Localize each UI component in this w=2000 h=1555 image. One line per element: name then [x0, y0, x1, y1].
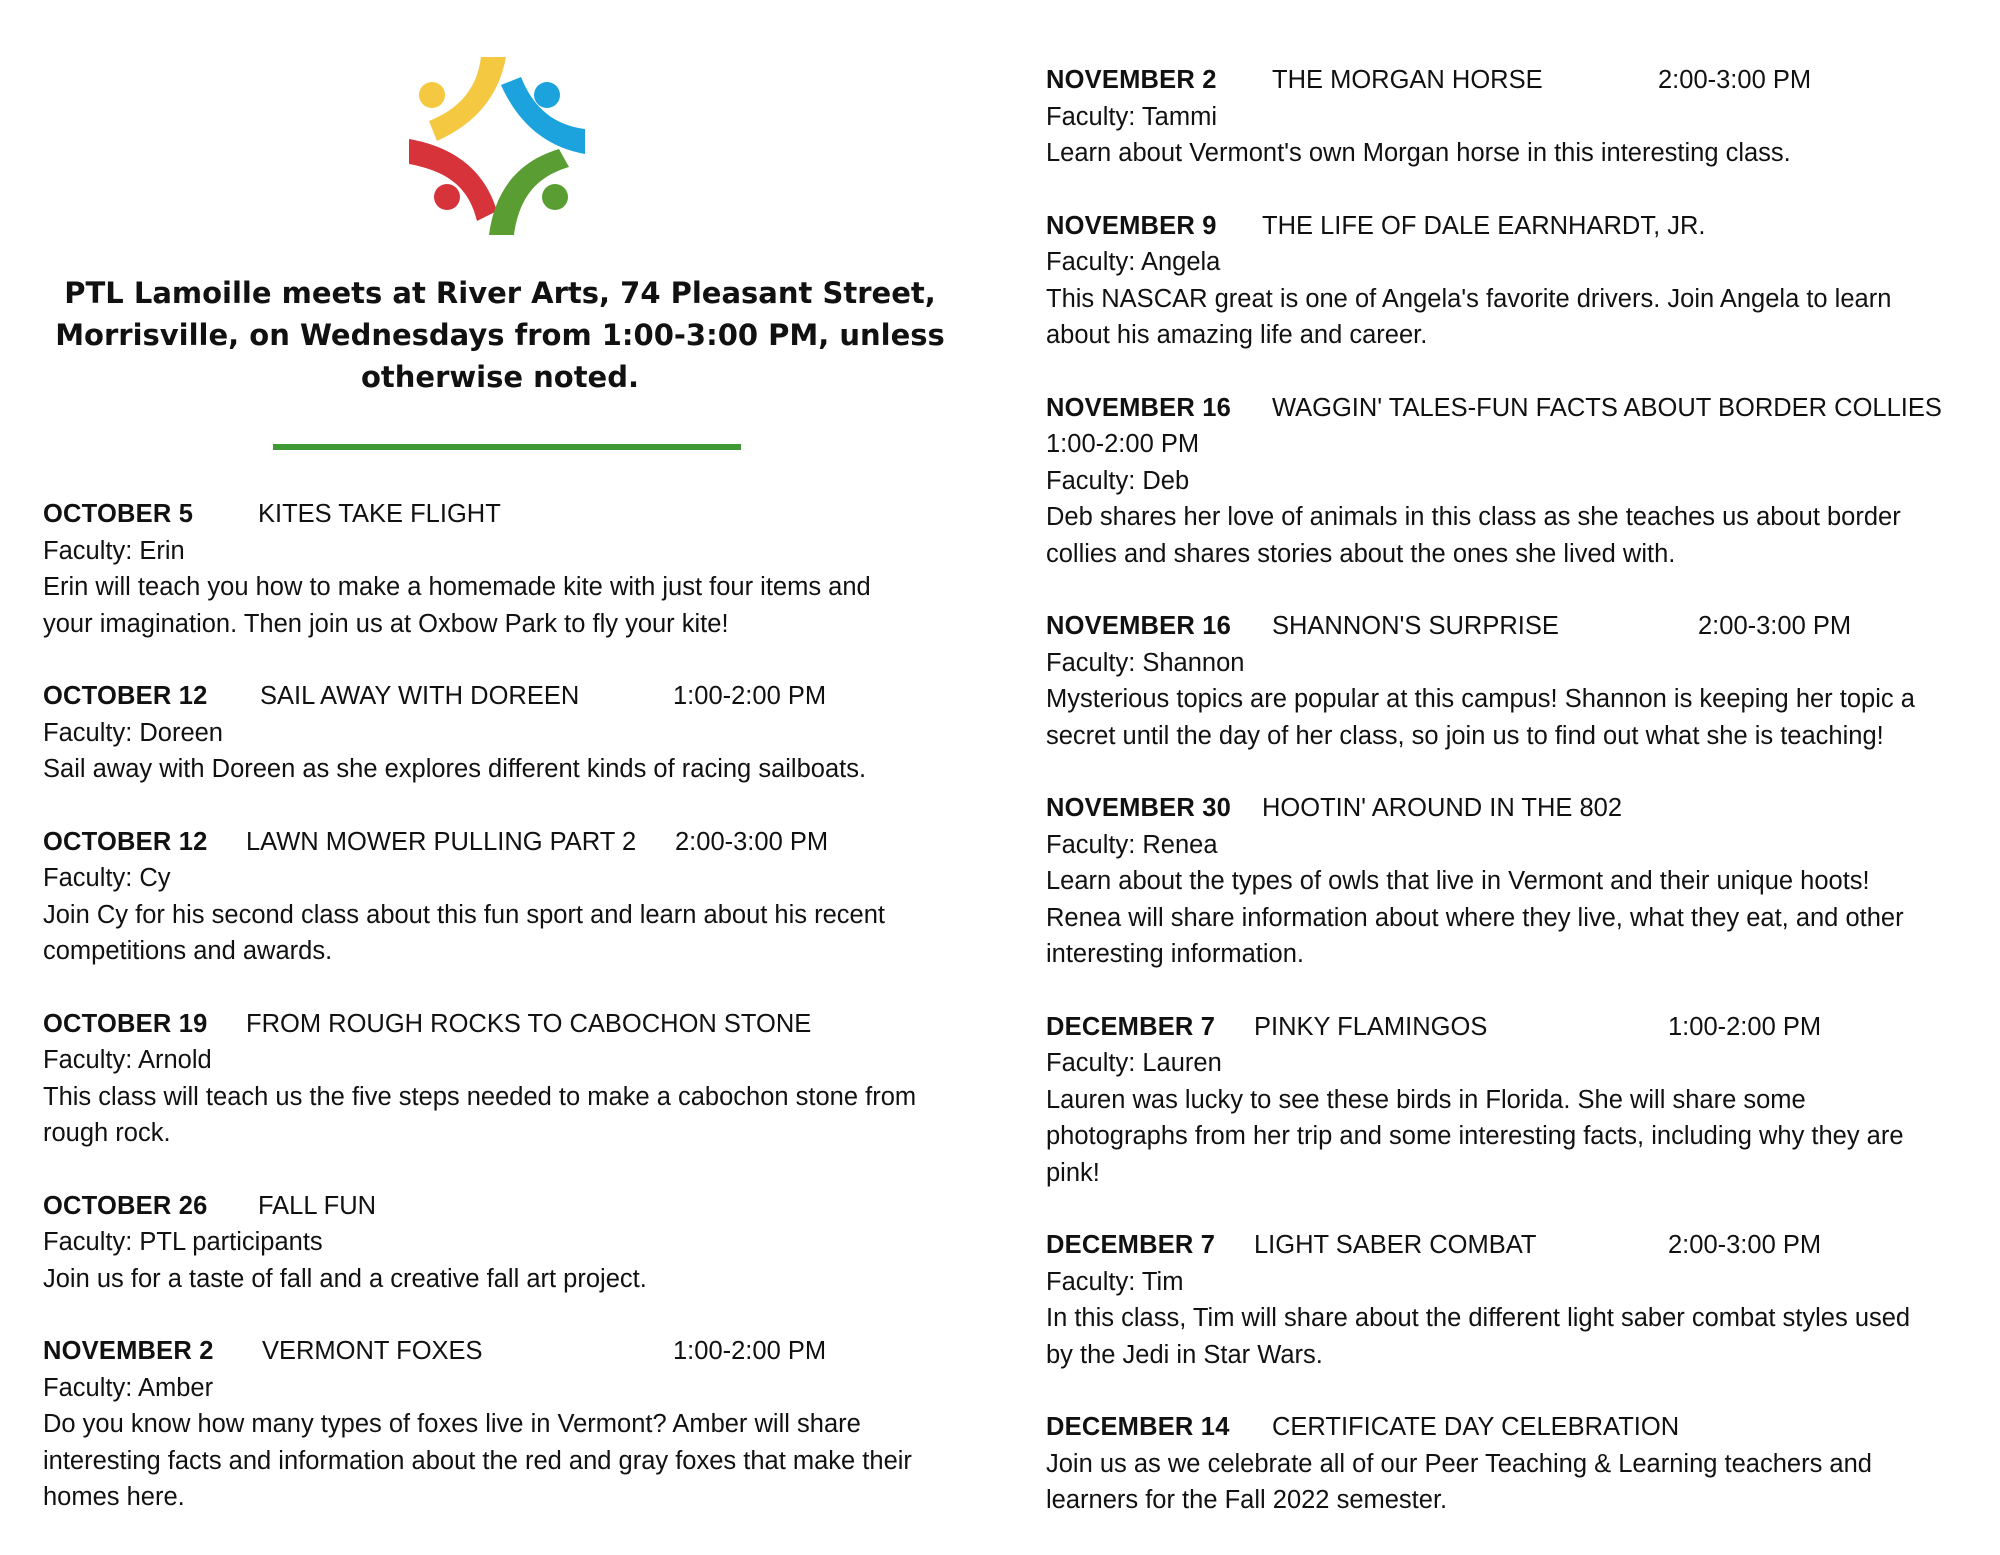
event-heading — [1046, 208, 2000, 245]
event-date: OCTOBER 19 — [43, 1009, 208, 1038]
event-description-line: competitions and awards. — [43, 937, 333, 965]
logo-figure-green — [489, 149, 569, 235]
event-title: FROM ROUGH ROCKS TO CABOCHON STONE — [246, 1009, 812, 1038]
event-item — [43, 824, 1003, 970]
event-description-line: interesting facts and information about the red and gray foxes that make their — [43, 1446, 912, 1475]
event-date: NOVEMBER 9 — [1046, 211, 1217, 240]
logo-figure-blue — [501, 77, 585, 154]
event-date: DECEMBER 14 — [1046, 1413, 1230, 1441]
event-heading — [43, 678, 1003, 715]
event-heading — [43, 1188, 1003, 1225]
header-line: Morrisville, on Wednesdays from 1:00-3:00 PM, unless — [55, 318, 945, 352]
event-item — [1046, 208, 2000, 354]
event-description-line: Join Cy for his second class about this fun sport and learn about his recent — [43, 900, 885, 929]
event-faculty: Faculty: Amber — [43, 1373, 214, 1402]
event-title: THE LIFE OF DALE EARNHARDT, JR. — [1262, 211, 1706, 240]
header-line: otherwise noted. — [360, 360, 640, 394]
logo-figure-yellow — [419, 57, 506, 141]
event-description-line: secret until the day of her class, so join us to find out what she is teaching! — [1046, 721, 1884, 750]
green-divider — [273, 444, 741, 450]
event-description-line: Learn about Vermont's own Morgan horse in this interesting class. — [1046, 139, 1791, 167]
event-heading — [43, 824, 1003, 861]
event-heading — [1046, 390, 2000, 427]
event-title: LAWN MOWER PULLING PART 2 — [246, 827, 637, 856]
event-description-line: interesting information. — [1046, 940, 1304, 968]
event-heading — [1046, 790, 2000, 827]
event-description-line: Erin will teach you how to make a homemade kite with just four items and — [43, 573, 871, 601]
event-item — [43, 678, 1003, 788]
event-description-line: This NASCAR great is one of Angela's favorite drivers. Join Angela to learn — [1046, 284, 1892, 313]
event-description-line: homes here. — [43, 1483, 185, 1511]
event-heading — [1046, 608, 2000, 645]
event-time: 2:00-3:00 PM — [1668, 1231, 1822, 1259]
event-date: OCTOBER 12 — [43, 827, 208, 856]
ptl-logo — [407, 55, 587, 237]
right-schedule-column — [1046, 62, 2000, 1555]
event-time: 1:00-2:00 PM — [673, 1337, 827, 1365]
event-faculty: Faculty: Tim — [1046, 1267, 1184, 1296]
event-title: SHANNON'S SURPRISE — [1272, 612, 1559, 640]
header-line: PTL Lamoille meets at River Arts, 74 Pleasant Street, — [64, 276, 936, 310]
event-date: DECEMBER 7 — [1046, 1231, 1216, 1259]
logo-figure-red — [409, 139, 497, 221]
event-faculty: Faculty: Deb — [1046, 466, 1190, 495]
event-heading — [1046, 1009, 2000, 1046]
event-date: NOVEMBER 16 — [1046, 612, 1231, 640]
event-item — [1046, 1409, 2000, 1519]
event-faculty: Faculty: Renea — [1046, 830, 1218, 859]
event-description-line: Join us as we celebrate all of our Peer Teaching & Learning teachers and — [1046, 1449, 1872, 1478]
event-faculty: Faculty: Arnold — [43, 1046, 212, 1074]
event-item — [1046, 608, 2000, 754]
event-item — [43, 1006, 1003, 1152]
event-description-line: your imagination. Then join us at Oxbow Park to fly your kite! — [43, 609, 729, 638]
event-title: KITES TAKE FLIGHT — [258, 500, 501, 528]
event-date: NOVEMBER 2 — [43, 1337, 214, 1365]
event-description-line: by the Jedi in Star Wars. — [1046, 1340, 1323, 1369]
event-faculty: Faculty: Shannon — [1046, 648, 1245, 677]
event-date: NOVEMBER 16 — [1046, 393, 1231, 422]
event-time: 2:00-3:00 PM — [675, 827, 829, 856]
event-title: CERTIFICATE DAY CELEBRATION — [1272, 1413, 1680, 1441]
event-date: DECEMBER 7 — [1046, 1012, 1216, 1041]
event-description-line: In this class, Tim will share about the different light saber combat styles used — [1046, 1304, 1911, 1332]
event-title: VERMONT FOXES — [262, 1337, 483, 1365]
event-heading — [1046, 1409, 2000, 1446]
event-faculty: Faculty: Erin — [43, 536, 185, 565]
event-description-line: Do you know how many types of foxes live in Vermont? Amber will share — [43, 1410, 861, 1438]
meeting-info-header — [40, 272, 960, 398]
event-faculty: Faculty: Lauren — [1046, 1049, 1222, 1077]
event-description-line: pink! — [1046, 1158, 1100, 1187]
event-item — [43, 496, 1003, 642]
event-faculty: Faculty: Angela — [1046, 248, 1221, 276]
event-title: WAGGIN' TALES-FUN FACTS ABOUT BORDER COLLIES — [1272, 393, 1942, 422]
event-date: NOVEMBER 30 — [1046, 794, 1231, 822]
event-heading — [43, 496, 1003, 533]
event-heading — [43, 1006, 1003, 1043]
left-schedule-column — [43, 496, 1003, 1552]
event-heading — [43, 1333, 1003, 1370]
event-title: PINKY FLAMINGOS — [1254, 1012, 1488, 1041]
event-heading — [1046, 62, 2000, 99]
event-item — [1046, 62, 2000, 172]
event-item — [1046, 390, 2000, 573]
event-time: 1:00-2:00 PM — [1668, 1012, 1822, 1041]
event-heading — [1046, 1227, 2000, 1264]
event-item — [43, 1333, 1003, 1516]
event-date: NOVEMBER 2 — [1046, 66, 1217, 94]
event-description-line: Lauren was lucky to see these birds in Florida. She will share some — [1046, 1085, 1806, 1114]
event-time: 2:00-3:00 PM — [1698, 612, 1852, 640]
event-title: HOOTIN' AROUND IN THE 802 — [1262, 794, 1623, 822]
event-faculty: Faculty: Tammi — [1046, 102, 1217, 131]
event-faculty: Faculty: Cy — [43, 864, 171, 892]
event-faculty: Faculty: Doreen — [43, 718, 223, 747]
event-title: THE MORGAN HORSE — [1272, 66, 1543, 94]
event-description-line: Renea will share information about where they live, what they eat, and other — [1046, 903, 1904, 932]
event-description-line: Sail away with Doreen as she explores different kinds of racing sailboats. — [43, 755, 867, 783]
event-description-line: Join us for a taste of fall and a creative fall art project. — [43, 1264, 647, 1293]
event-description-line: Learn about the types of owls that live in Vermont and their unique hoots! — [1046, 867, 1870, 895]
event-date: OCTOBER 5 — [43, 500, 194, 528]
event-date: OCTOBER 26 — [43, 1191, 208, 1220]
event-description-line: learners for the Fall 2022 semester. — [1046, 1486, 1448, 1514]
event-description-line: Mysterious topics are popular at this campus! Shannon is keeping her topic a — [1046, 685, 1915, 713]
event-item — [1046, 1227, 2000, 1373]
event-item — [1046, 790, 2000, 973]
event-description-line: This class will teach us the five steps needed to make a cabochon stone from — [43, 1082, 917, 1111]
event-description-line: photographs from her trip and some interesting facts, including why they are — [1046, 1122, 1904, 1150]
event-description-line: collies and shares stories about the ones she lived with. — [1046, 539, 1676, 568]
event-description-line: Deb shares her love of animals in this class as she teaches us about border — [1046, 503, 1901, 531]
event-title: LIGHT SABER COMBAT — [1254, 1231, 1537, 1259]
event-time: 2:00-3:00 PM — [1658, 66, 1812, 94]
event-title: SAIL AWAY WITH DOREEN — [260, 682, 580, 710]
event-faculty: Faculty: PTL participants — [43, 1228, 323, 1256]
event-time: 1:00-2:00 PM — [1046, 430, 1200, 458]
event-time: 1:00-2:00 PM — [673, 682, 827, 710]
event-description-line: rough rock. — [43, 1119, 171, 1147]
event-item — [43, 1188, 1003, 1298]
event-title: FALL FUN — [258, 1191, 377, 1220]
event-description-line: about his amazing life and career. — [1046, 321, 1428, 349]
event-item — [1046, 1009, 2000, 1192]
event-date: OCTOBER 12 — [43, 682, 208, 710]
